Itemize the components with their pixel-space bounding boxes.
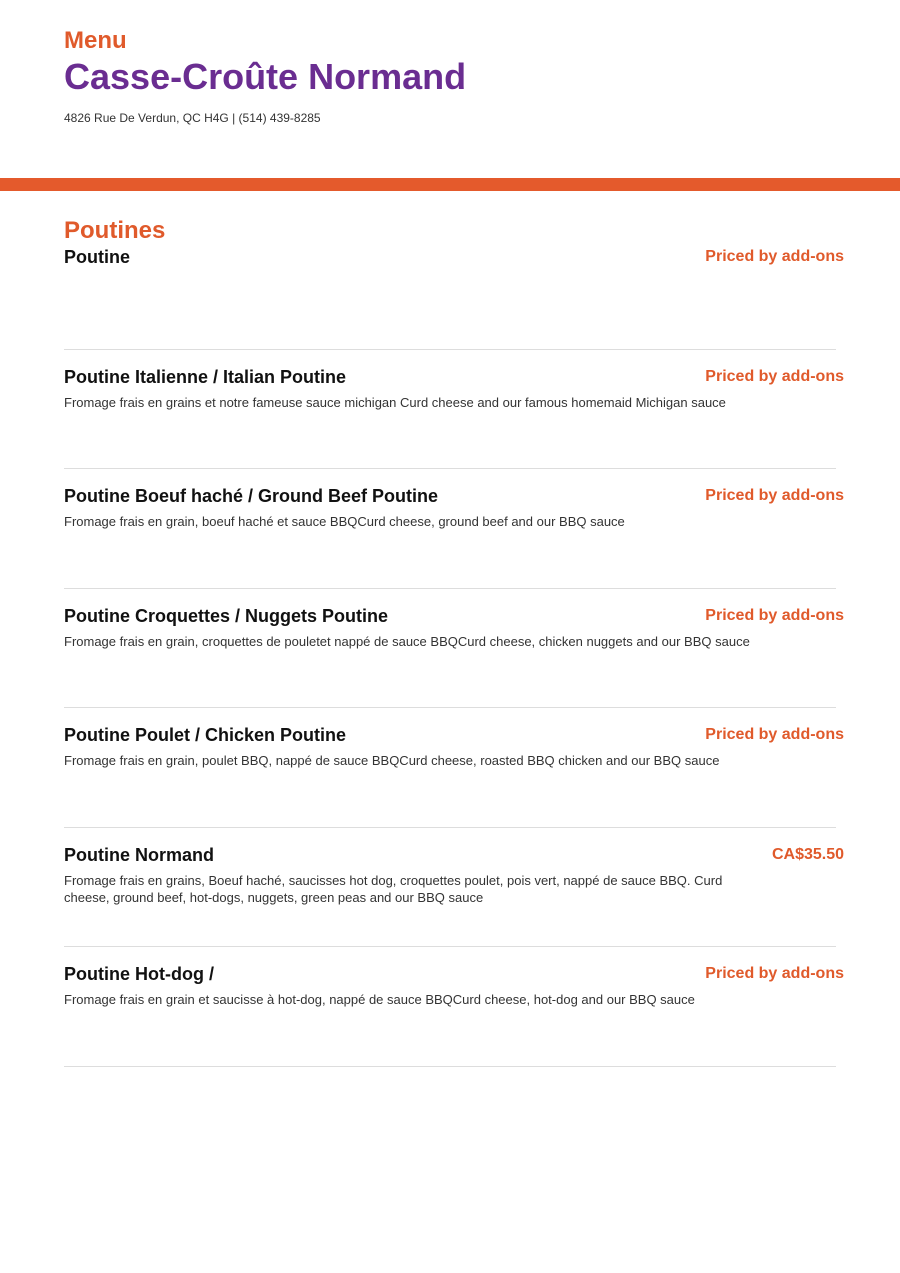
item-divider [64,827,836,828]
item-divider [64,1066,836,1067]
menu-item-name: Poutine Poulet / Chicken Poutine [64,725,347,745]
menu-item [64,605,844,725]
item-divider [64,707,836,708]
menu-item [64,844,844,964]
menu-item-price: Priced by add-ons [705,367,844,385]
menu-item-list [64,246,844,1083]
menu-item-price: CA$35.50 [771,845,844,863]
item-divider [64,349,836,350]
menu-item-price: Priced by add-ons [705,726,844,743]
menu-item-name: Poutine Italienne / Italian Poutine [64,366,347,387]
restaurant-address: 4826 Rue De Verdun, QC H4G | (514) 439-8285 [64,111,321,125]
menu-item-price: Priced by add-ons [705,487,844,504]
section-poutines [64,216,844,1083]
accent-divider-bar [0,178,900,191]
restaurant-name: Casse-Croûte Normand [64,56,467,97]
menu-item-description: Fromage frais en grain et saucisse à hot-dog, nappé de sauce BBQCurd cheese, hot-dog and our BBQ sauce [64,992,695,1007]
menu-item-price: Priced by add-ons [705,248,844,265]
menu-item-price: Priced by add-ons [705,606,844,624]
menu-item-description: Fromage frais en grains, Boeuf haché, saucisses hot dog, croquettes poulet, pois vert, nappé de sauce BBQ. Curd cheese, ground beef, hot-dogs, nuggets, green peas and our BBQ sauce [64,872,723,905]
menu-item-description: Fromage frais en grains et notre fameuse sauce michigan Curd cheese and our famous homemaid Michigan sauce [64,394,726,410]
menu-item-price: Priced by add-ons [705,965,844,982]
menu-item-description: Fromage frais en grain, croquettes de pouletet nappé de sauce BBQCurd cheese, chicken nuggets and our BBQ sauce [64,633,750,649]
menu-item [64,246,844,366]
menu-item-name: Poutine Normand [64,844,215,865]
menu-item-name: Poutine Hot-dog / [64,964,214,984]
menu-item-name: Poutine Croquettes / Nuggets Poutine [64,605,389,626]
menu-item-description: Fromage frais en grain, boeuf haché et sauce BBQCurd cheese, ground beef and our BBQ sauce [64,514,625,529]
menu-label: Menu [64,27,127,54]
menu-item [64,485,844,605]
item-divider [64,946,836,947]
menu-item [64,724,844,844]
item-divider [64,588,836,589]
menu-item-name: Poutine [64,247,130,267]
menu-item [64,963,844,1083]
menu-item [64,366,844,486]
menu-header [64,26,844,126]
section-title: Poutines [64,217,166,244]
item-divider [64,468,836,469]
menu-item-description: Fromage frais en grain, poulet BBQ, nappé de sauce BBQCurd cheese, roasted BBQ chicken and our BBQ sauce [64,753,720,768]
menu-item-name: Poutine Boeuf haché / Ground Beef Poutine [64,486,439,506]
